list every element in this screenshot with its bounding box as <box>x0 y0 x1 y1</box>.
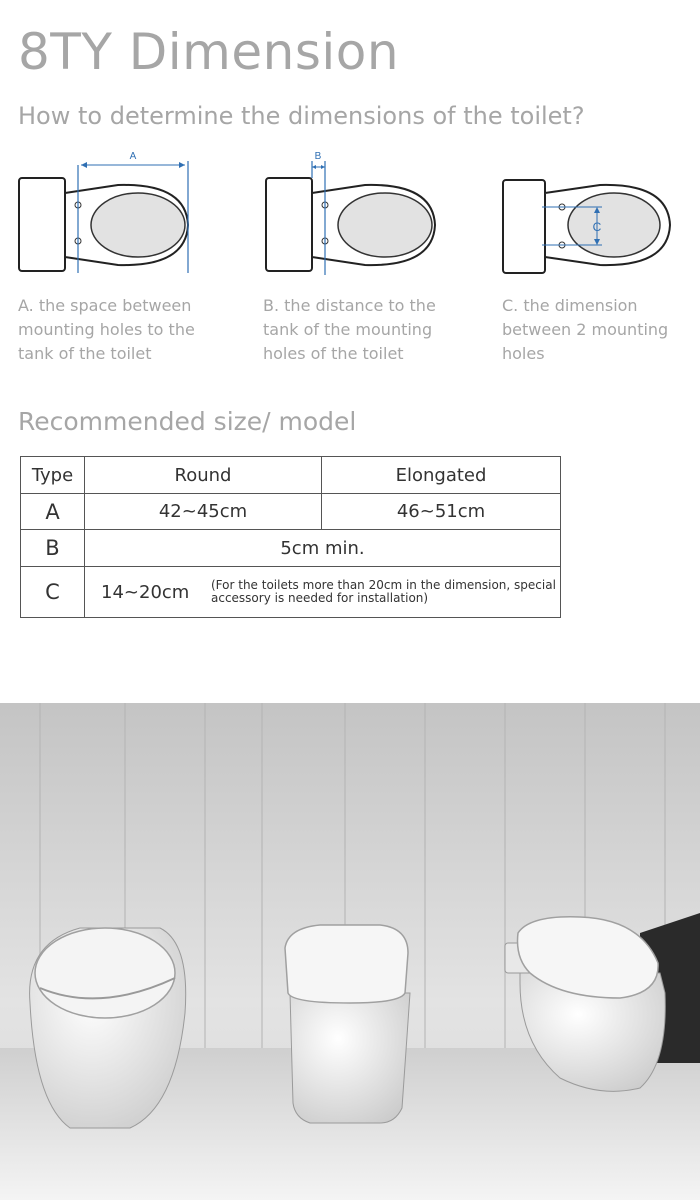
seat-shape <box>91 193 185 257</box>
diagram-c <box>502 145 677 280</box>
type-b: B <box>21 530 85 567</box>
caption-a: A. the space between mounting holes to the tank of the toilet <box>18 296 195 363</box>
cell-c <box>85 567 561 618</box>
diagram-b <box>265 145 440 280</box>
dimension-label-b: B <box>314 151 322 162</box>
tank-shape <box>503 180 545 273</box>
value-b: 5cm min. <box>85 530 561 567</box>
dimension-label-a: A <box>129 151 137 162</box>
caption-c: C. the dimension between 2 mounting holes <box>502 296 669 363</box>
page-title: 8TY Dimension <box>18 23 400 81</box>
seat-shape <box>338 193 432 257</box>
round-a: 42~45cm <box>85 494 322 530</box>
table-row-b <box>21 530 561 567</box>
size-table <box>20 456 561 618</box>
tank-shape <box>19 178 65 271</box>
header-elongated: Elongated <box>322 457 561 494</box>
table-row-c <box>21 567 561 618</box>
tank-shape <box>266 178 312 271</box>
diagram-a <box>18 145 198 280</box>
toilet-middle <box>285 925 410 1123</box>
type-c: C <box>21 567 85 618</box>
dimension-label-c: C <box>592 220 602 234</box>
page-subtitle: How to determine the dimensions of the toilet? <box>18 102 585 130</box>
header-round: Round <box>85 457 322 494</box>
table-row-a <box>21 494 561 530</box>
seat-shape <box>568 193 660 257</box>
recommended-title: Recommended size/ model <box>18 407 357 436</box>
product-photo <box>0 703 700 1200</box>
type-a: A <box>21 494 85 530</box>
value-c: 14~20cm <box>101 581 190 603</box>
header-type: Type <box>21 457 85 494</box>
table-header-row <box>21 457 561 494</box>
note-c: (For the toilets more than 20cm in the dimension, special accessory is needed for installation) <box>211 578 556 605</box>
caption-b: B. the distance to the tank of the mounting holes of the toilet <box>263 296 436 363</box>
elongated-a: 46~51cm <box>322 494 561 530</box>
